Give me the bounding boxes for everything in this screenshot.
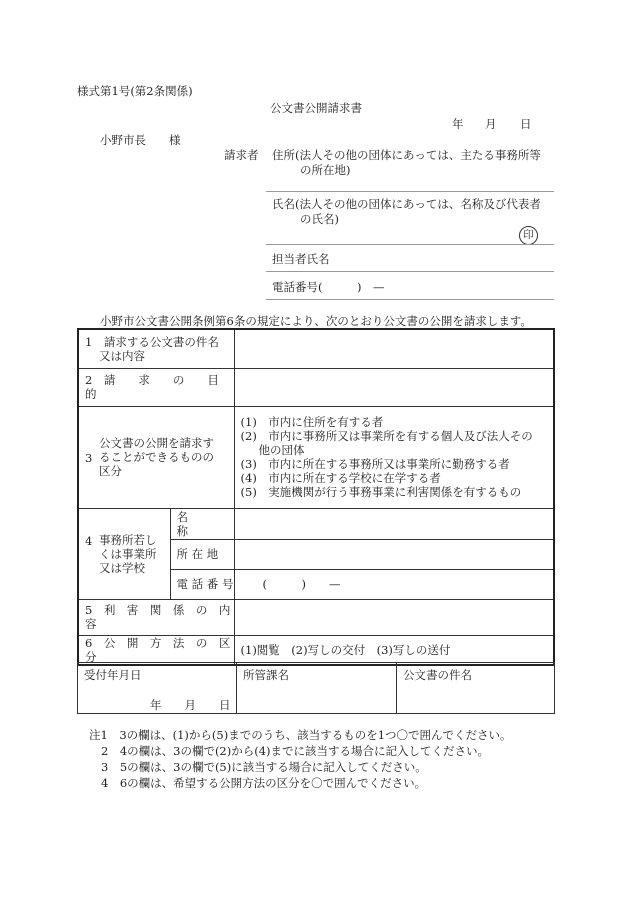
row1-label-line1: 1 請求する公文書の件名 xyxy=(85,334,219,349)
row-purpose xyxy=(78,368,554,406)
row4-label-line1: 事務所若し xyxy=(99,532,157,547)
note-1: 注1 3の欄は、(1)から(5)までのうち、該当するものを1つ〇で囲んでください。 xyxy=(89,728,512,742)
address-label: 住所(法人その他の団体にあっては、主たる事務所等 xyxy=(272,148,541,162)
requester-label: 請求者 xyxy=(224,148,259,162)
row3-label-line1: 公文書の公開を請求す xyxy=(99,436,214,450)
reception-section-cell: 所管課名 xyxy=(237,663,397,714)
row1-label-line2: 又は内容 xyxy=(99,348,145,363)
contact-person-label: 担当者氏名 xyxy=(272,252,330,266)
contact-underline xyxy=(266,271,554,272)
seal-mark: 印 xyxy=(519,226,538,245)
row1-input[interactable] xyxy=(234,329,554,368)
address-label-2: の所在地) xyxy=(300,163,351,177)
row4-phone-value: ( ) — xyxy=(262,577,341,591)
date-year: 年 xyxy=(452,117,464,131)
row3-label-line2: ることができるものの xyxy=(99,450,214,464)
row3-label-line3: 区分 xyxy=(99,464,122,478)
row4-sub-phone-label: 電 話 番 号 xyxy=(170,569,234,599)
row5-label: 5 利 害 関 係 の 内 容 xyxy=(78,599,234,635)
date-month: 月 xyxy=(485,117,497,131)
row4-label-line2: くは事業所 xyxy=(99,546,157,561)
row4-name-input[interactable] xyxy=(234,508,554,539)
addressee: 小野市長 様 xyxy=(100,133,181,147)
reception-table xyxy=(77,662,555,714)
row3-option-2[interactable]: (2) 市内に事務所又は事業所を有する個人及び法人その xyxy=(240,429,533,443)
row4-address-input[interactable] xyxy=(234,539,554,569)
row2-label: 2 請 求 の 目 的 xyxy=(78,368,234,406)
row-document-subject xyxy=(78,329,554,368)
name-label: 氏名(法人その他の団体にあっては、名称及び代表者 xyxy=(272,197,541,211)
phone-underline xyxy=(266,299,554,300)
row3-label xyxy=(78,406,234,508)
row3-option-1[interactable]: (1) 市内に住所を有する者 xyxy=(240,415,384,429)
note-2: 2 4の欄は、3の欄で(2)から(4)までに該当する場合に記入してください。 xyxy=(101,744,490,758)
row-eligibility xyxy=(78,406,554,508)
document-title: 公文書公開請求書 xyxy=(270,101,362,115)
name-underline xyxy=(266,244,554,245)
reception-date-cell xyxy=(78,663,237,714)
reception-doc-title-cell: 公文書の件名 xyxy=(397,663,555,714)
form-number: 様式第1号(第2条関係) xyxy=(77,84,193,98)
row3-option-4[interactable]: (4) 市内に所在する学校に在学する者 xyxy=(240,471,441,485)
reception-date-value: 年 月 日 xyxy=(150,698,231,712)
note-4: 4 6の欄は、希望する公開方法の区分を〇で囲んでください。 xyxy=(101,776,427,790)
row6-label: 6 公 開 方 法 の 区 分 xyxy=(78,635,234,665)
request-table xyxy=(77,328,555,666)
note-3: 3 5の欄は、3の欄で(5)に該当する場合に記入してください。 xyxy=(101,760,427,774)
row4-number: 4 xyxy=(85,533,93,548)
row3-options[interactable] xyxy=(234,406,554,508)
row3-number: 3 xyxy=(85,451,93,465)
row-disclosure-method xyxy=(78,635,554,665)
row4-label-line3: 又は学校 xyxy=(99,560,145,575)
row4-sub-name-label: 名 称 xyxy=(170,508,234,539)
row6-options[interactable]: (1)閲覧 (2)写しの交付 (3)写しの送付 xyxy=(234,635,554,665)
row1-label xyxy=(78,329,234,368)
intro-text: 小野市公文書公開条例第6条の規定により、次のとおり公文書の公開を請求します。 xyxy=(100,314,532,328)
row3-option-2-cont: 他の団体 xyxy=(258,443,305,457)
row4-label xyxy=(78,508,170,599)
row4-sub-address-label: 所 在 地 xyxy=(170,539,234,569)
address-underline xyxy=(266,191,554,192)
row3-option-3[interactable]: (3) 市内に所在する事務所又は事業所に勤務する者 xyxy=(240,457,510,471)
row3-option-5[interactable]: (5) 実施機関が行う事務事業に利害関係を有するもの xyxy=(240,485,522,499)
row-interest xyxy=(78,599,554,635)
row4-phone-input[interactable] xyxy=(234,569,554,599)
phone-label: 電話番号( ) — xyxy=(272,280,385,294)
row-office-name xyxy=(78,508,554,539)
reception-date-label: 受付年月日 xyxy=(84,668,142,682)
row2-input[interactable] xyxy=(234,368,554,406)
row5-input[interactable] xyxy=(234,599,554,635)
name-label-2: の氏名) xyxy=(300,212,339,226)
date-day: 日 xyxy=(520,117,532,131)
